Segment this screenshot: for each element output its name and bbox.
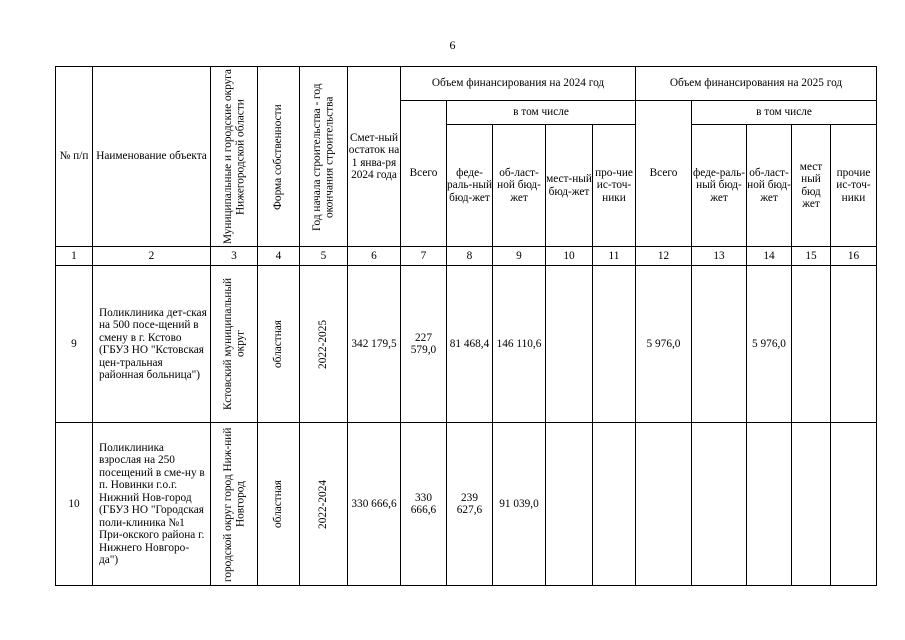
oth-2024 — [593, 423, 636, 586]
years: 2022-2024 — [300, 423, 348, 586]
header-fed-2024: феде-раль-ный бюд-жет — [447, 125, 493, 247]
col-number: 5 — [300, 247, 348, 266]
header-total-2025: Всего — [636, 101, 692, 247]
reg-2024: 91 039,0 — [493, 423, 546, 586]
reg-2025 — [747, 423, 792, 586]
fed-2024: 239 627,6 — [447, 423, 493, 586]
header-oth-2025: прочие ис-точ-ники — [831, 125, 877, 247]
reg-2025: 5 976,0 — [747, 266, 792, 423]
loc-2025 — [792, 266, 831, 423]
header-reg-2024: об-ласт-ной бюд-жет — [493, 125, 546, 247]
object-name: Поликлиника взрослая на 250 посещений в сме-ну в п. Новинки г.о.г. Нижний Нов-город (ГБУЗ НО "Городская поли-клиника №1 При-окского района г. Нижнего Новгоро-да") — [93, 423, 211, 586]
header-reg-2025: об-ласт-ной бюд-жет — [747, 125, 792, 247]
col-number: 13 — [692, 247, 747, 266]
header-oth-2024: про-чие ис-точ-ники — [593, 125, 636, 247]
row-num: 9 — [56, 266, 93, 423]
col-number: 9 — [493, 247, 546, 266]
fed-2025 — [692, 423, 747, 586]
estimate: 330 666,6 — [348, 423, 401, 586]
col-number: 8 — [447, 247, 493, 266]
fed-2024: 81 468,4 — [447, 266, 493, 423]
oth-2024 — [593, 266, 636, 423]
ownership: областная — [258, 266, 300, 423]
col-number: 2 — [93, 247, 211, 266]
header-num: № п/п — [56, 67, 93, 247]
col-number: 11 — [593, 247, 636, 266]
header-loc-2024: мест-ный бюд-жет — [546, 125, 593, 247]
col-number: 14 — [747, 247, 792, 266]
municipality: городской округ город Ниж-ний Новгород — [211, 423, 258, 586]
header-fin2024: Объем финансирования на 2024 год — [401, 67, 636, 101]
header-fin2025: Объем финансирования на 2025 год — [636, 67, 877, 101]
header-name: Наименование объекта — [93, 67, 211, 247]
header-fed-2025: феде-раль-ный бюд-жет — [692, 125, 747, 247]
col-number: 16 — [831, 247, 877, 266]
header-total-2024: Всего — [401, 101, 447, 247]
financing-table — [55, 66, 877, 586]
table-row — [56, 423, 877, 586]
col-number: 6 — [348, 247, 401, 266]
col-number: 1 — [56, 247, 93, 266]
total-2025: 5 976,0 — [636, 266, 692, 423]
col-number: 10 — [546, 247, 593, 266]
oth-2025 — [831, 423, 877, 586]
oth-2025 — [831, 266, 877, 423]
col-number: 3 — [211, 247, 258, 266]
column-number-row — [56, 247, 877, 266]
loc-2024 — [546, 266, 593, 423]
fed-2025 — [692, 266, 747, 423]
col-number: 4 — [258, 247, 300, 266]
loc-2024 — [546, 423, 593, 586]
total-2024: 330 666,6 — [401, 423, 447, 586]
ownership: областная — [258, 423, 300, 586]
reg-2024: 146 110,6 — [493, 266, 546, 423]
table-row — [56, 266, 877, 423]
estimate: 342 179,5 — [348, 266, 401, 423]
header-loc-2025: мест ный бюд жет — [792, 125, 831, 247]
object-name: Поликлиника дет-ская на 500 посе-щений в смену в г. Кстово (ГБУЗ НО "Кстовская цен-тральная районная больница") — [93, 266, 211, 423]
years: 2022-2025 — [300, 266, 348, 423]
header-municipality: Муниципальные и городские округа Нижегородской области — [211, 67, 258, 247]
header-including-2025: в том числе — [692, 101, 877, 125]
row-num: 10 — [56, 423, 93, 586]
header-including-2024: в том числе — [447, 101, 636, 125]
total-2025 — [636, 423, 692, 586]
page-number: 6 — [449, 38, 456, 52]
loc-2025 — [792, 423, 831, 586]
total-2024: 227 579,0 — [401, 266, 447, 423]
col-number: 7 — [401, 247, 447, 266]
header-ownership: Форма собственности — [258, 67, 300, 247]
col-number: 12 — [636, 247, 692, 266]
header-years: Год начала строительства - год окончания строительства — [300, 67, 348, 247]
col-number: 15 — [792, 247, 831, 266]
municipality: Кстовский муниципальный округ — [211, 266, 258, 423]
header-estimate: Смет-ный остаток на 1 янва-ря 2024 года — [348, 67, 401, 247]
